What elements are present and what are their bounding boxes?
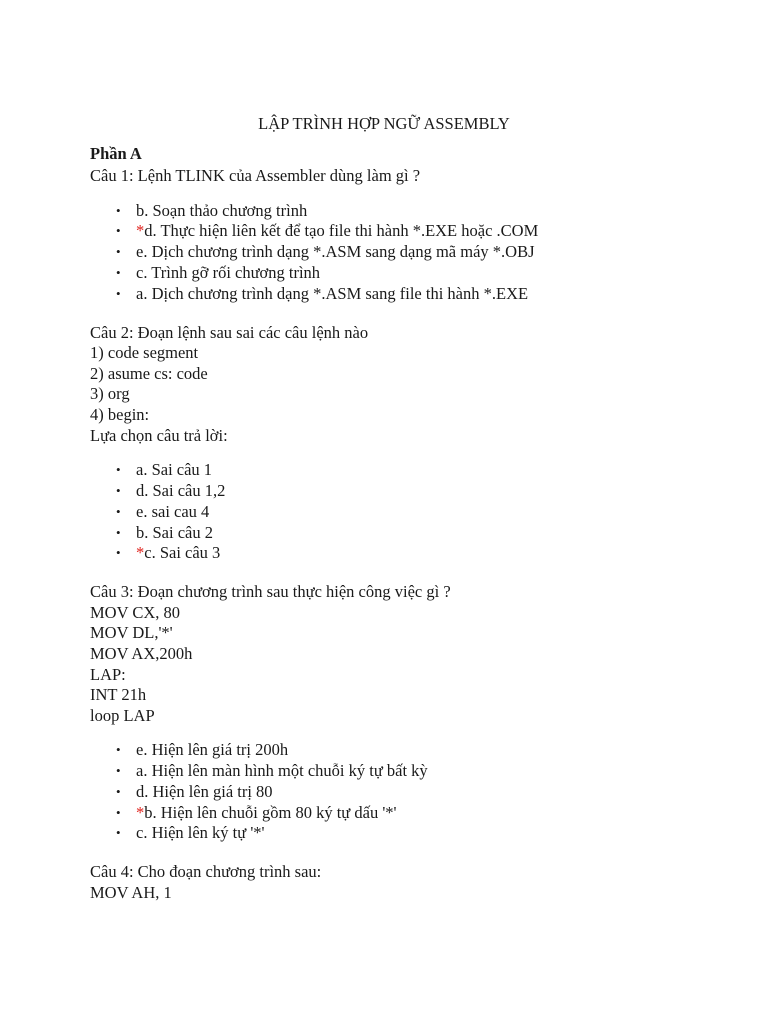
question-list xyxy=(90,166,730,903)
answer-text: a. Dịch chương trình dạng *.ASM sang file thi hành *.EXE xyxy=(136,283,529,303)
answer-options xyxy=(90,201,730,305)
question-block xyxy=(90,323,730,565)
answer-option xyxy=(136,242,730,263)
correct-mark: * xyxy=(136,543,145,563)
section-heading: Phần A xyxy=(90,144,142,163)
answer-option xyxy=(136,523,730,544)
question-text: Câu 4: Cho đoạn chương trình sau: xyxy=(90,862,322,882)
answer-options xyxy=(90,460,730,564)
question-text: Câu 2: Đoạn lệnh sau sai các câu lệnh nào xyxy=(90,322,369,342)
question-code-line: 4) begin: xyxy=(90,404,150,424)
answer-options xyxy=(90,740,730,844)
question-code-line: MOV AH, 1 xyxy=(90,882,172,902)
question-code-line: LAP: xyxy=(90,664,126,684)
answer-text: a. Sai câu 1 xyxy=(136,460,213,480)
question-block xyxy=(90,862,730,903)
answer-option xyxy=(136,823,730,844)
question-code-line: Lựa chọn câu trả lời: xyxy=(90,425,228,445)
question-code-line: 1) code segment xyxy=(90,343,199,363)
answer-option xyxy=(136,221,730,242)
question-block xyxy=(90,166,730,305)
question-code-line: INT 21h xyxy=(90,685,147,705)
answer-text: e. Hiện lên giá trị 200h xyxy=(136,740,289,760)
correct-mark: * xyxy=(136,802,145,822)
answer-text: b. Sai câu 2 xyxy=(136,522,213,542)
question-code-line: 2) asume cs: code xyxy=(90,363,208,383)
answer-option xyxy=(136,502,730,523)
answer-option xyxy=(136,481,730,502)
answer-text: d. Sai câu 1,2 xyxy=(136,480,226,500)
correct-mark: * xyxy=(136,221,145,241)
answer-text: d. Hiện lên giá trị 80 xyxy=(136,781,273,801)
answer-option xyxy=(136,284,730,305)
question-code-line: MOV CX, 80 xyxy=(90,602,181,622)
question-code-line: MOV AX,200h xyxy=(90,643,193,663)
answer-option xyxy=(136,460,730,481)
answer-text: e. sai cau 4 xyxy=(136,501,210,521)
answer-option xyxy=(136,782,730,803)
question-text: Câu 3: Đoạn chương trình sau thực hiện công việc gì ? xyxy=(90,582,451,602)
answer-option xyxy=(136,761,730,782)
answer-option xyxy=(136,543,730,564)
answer-text: c. Hiện lên ký tự '*' xyxy=(136,823,265,843)
answer-text: b. Soạn thảo chương trình xyxy=(136,200,308,220)
question-text: Câu 1: Lệnh TLINK của Assembler dùng làm gì ? xyxy=(90,166,421,185)
question-code-line: MOV DL,'*' xyxy=(90,623,173,643)
answer-text: a. Hiện lên màn hình một chuỗi ký tự bất kỳ xyxy=(136,761,428,781)
answer-text: c. Sai câu 3 xyxy=(144,543,221,563)
answer-option xyxy=(136,263,730,284)
question-block xyxy=(90,582,730,844)
answer-text: c. Trình gỡ rối chương trình xyxy=(136,262,321,282)
answer-option xyxy=(136,803,730,824)
answer-option xyxy=(136,201,730,222)
answer-text: e. Dịch chương trình dạng *.ASM sang dạng mã máy *.OBJ xyxy=(136,242,535,262)
answer-text: d. Thực hiện liên kết để tạo file thi hành *.EXE hoặc .COM xyxy=(144,221,539,241)
question-code-line: 3) org xyxy=(90,384,130,404)
document-content xyxy=(90,114,730,903)
answer-option xyxy=(136,740,730,761)
question-code-line: loop LAP xyxy=(90,705,155,725)
page-title: LẬP TRÌNH HỢP NGỮ ASSEMBLY xyxy=(258,114,510,133)
answer-text: b. Hiện lên chuỗi gồm 80 ký tự dấu '*' xyxy=(144,802,397,822)
